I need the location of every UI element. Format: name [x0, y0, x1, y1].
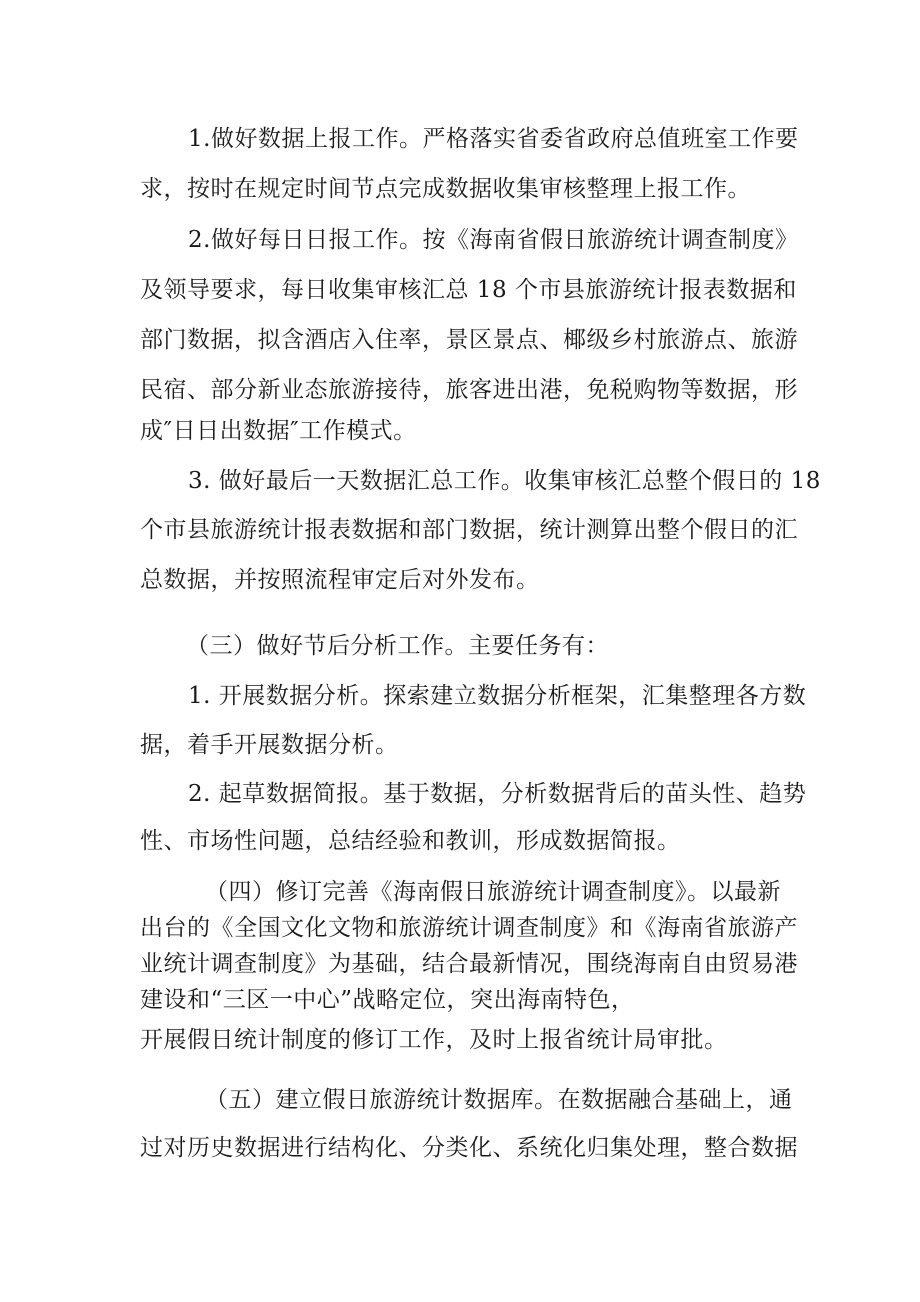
section-heading: （四）修订完善《海南假日旅游统计调查制度》。以最新 [205, 879, 781, 905]
section-heading: （五）建立假日旅游统计数据库。在数据融合基础上，通 [205, 1087, 793, 1113]
text-line: 开展假日统计制度的修订工作，及时上报省统计局审批。 [140, 1027, 728, 1053]
section-heading: （三）做好节后分析工作。主要任务有： [186, 633, 609, 659]
text-line: 据，着手开展数据分析。 [140, 732, 399, 758]
text-line: 个市县旅游统计报表数据和部门数据，统计测算出整个假日的汇 [140, 517, 798, 543]
text-line: 过对历史数据进行结构化、分类化、系统化归集处理，整合数据 [140, 1135, 798, 1161]
text-line: 性、市场性问题，总结经验和教训，形成数据简报。 [140, 828, 681, 854]
text-line: 总数据，并按照流程审定后对外发布。 [140, 567, 540, 593]
text-line: 1.做好数据上报工作。严格落实省委省政府总值班室工作要 [188, 126, 799, 152]
text-line: 2. 起草数据简报。基于数据，分析数据背后的苗头性、趋势 [188, 781, 807, 807]
text-line: 及领导要求，每日收集审核汇总 18 个市县旅游统计报表数据和 [140, 277, 797, 303]
text-line: 3. 做好最后一天数据汇总工作。收集审核汇总整个假日的 18 [188, 468, 821, 494]
text-line: 建设和“三区一中心”战略定位，突出海南特色， [140, 987, 635, 1013]
text-line: 2.做好每日日报工作。按《海南省假日旅游统计调查制度》 [188, 227, 799, 253]
text-line: 部门数据，拟含酒店入住率，景区景点、椰级乡村旅游点、旅游 [140, 327, 798, 353]
text-line: 成″日日出数据″工作模式。 [140, 418, 417, 444]
text-line: 民宿、部分新业态旅游接待，旅客进出港，免税购物等数据，形 [140, 377, 798, 403]
text-line: 求，按时在规定时间节点完成数据收集审核整理上报工作。 [140, 176, 751, 202]
text-line: 出台的《全国文化文物和旅游统计调查制度》和《海南省旅游产 [140, 915, 798, 941]
text-line: 1. 开展数据分析。探索建立数据分析框架，汇集整理各方数 [188, 683, 807, 709]
text-line: 业统计调查制度》为基础，结合最新情况，围绕海南自由贸易港 [140, 951, 798, 977]
